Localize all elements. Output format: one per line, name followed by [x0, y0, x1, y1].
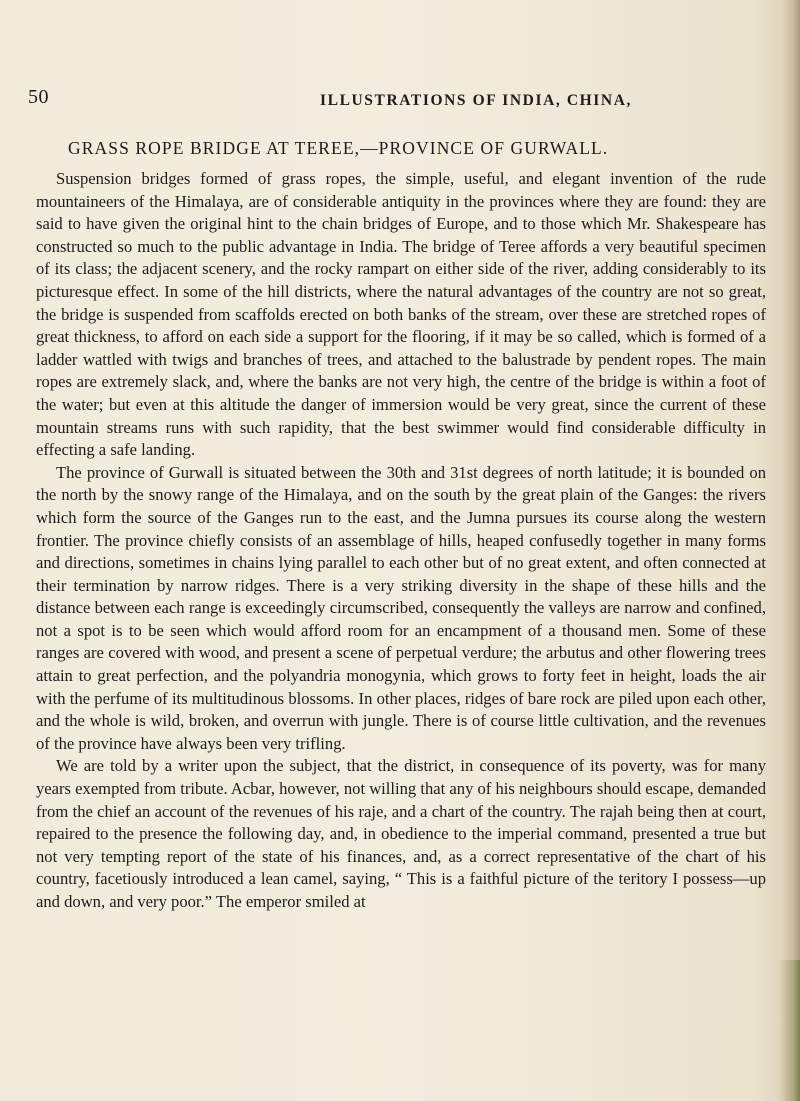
page-edge-shadow	[782, 0, 800, 1101]
section-title: GRASS ROPE BRIDGE AT TEREE,—PROVINCE OF GURWALL.	[68, 138, 609, 158]
paragraph-2: The province of Gurwall is situated between the 30th and 31st degrees of north latitude; it is bounded on the north by the snowy range of the Himalaya, and on the south by the great plain of the Ganges: the rivers which form the source of the Ganges run to the east, and the Jumna pursues its course along the western frontier. The province chiefly consists of an assemblage of hills, heaped confusedly together in many forms and directions, sometimes in chains lying parallel to each other but of no great extent, and often connected at their termination by narrow ridges. There is a very striking diversity in the shape of these hills and the distance between each range is exceedingly circumscribed, consequently the valleys are narrow and confined, not a spot is to be seen which would afford room for an encampment of a thousand men. Some of these ranges are covered with wood, and present a scene of perpetual verdure; the arbutus and other flowering trees attain to great perfection, and the polyandria monogynia, which grows to forty feet in height, loads the air with the perfume of its multitudinous blossoms. In other places, ridges of bare rock are piled upon each other, and the whole is wild, broken, and overrun with jungle. There is of course little cultivation, and the revenues of the province have always been very trifling.	[36, 462, 766, 753]
paragraph-1: Suspension bridges formed of grass ropes, the simple, useful, and elegant invention of the rude mountaineers of the Himalaya, are of considerable antiquity in the provinces where they are found: they are said to have given the original hint to the chain bridges of Europe, and to those which Mr. Shakespeare has constructed so much to the public advantage in India. The bridge of Teree affords a very beautiful specimen of its class; the adjacent scenery, and the rocky rampart on either side of the river, adding considerably to its picturesque effect. In some of the hill districts, where the natural advantages of the country are not so great, the bridge is suspended from scaffolds erected on both banks of the stream, over these are stretched ropes of great thickness, to afford on each side a support for the flooring, if it may be so called, which is formed of a ladder wattled with twigs and branches of trees, and attached to the balustrade by pendent ropes. The main ropes are extremely slack, and, where the banks are not very high, the centre of the bridge is within a foot of the water; but even at this altitude the danger of immersion would be very great, since the current of these mountain streams runs with such rapidity, that the best swimmer would find considerable difficulty in effecting a safe landing.	[36, 169, 766, 460]
body-text	[36, 168, 766, 914]
page-edge-stain	[778, 960, 800, 1101]
paragraph-3: We are told by a writer upon the subject, that the district, in consequence of its poverty, was for many years exempted from tribute. Acbar, however, not willing that any of his neighbours should escape, demanded from the chief an account of the revenues of his raje, and a chart of the country. The rajah being then at court, repaired to the presence the following day, and, in obedience to the imperial command, presented a true but not very tempting report of the state of his finances, and, as a correct representative of the chart of his country, facetiously introduced a lean camel, saying, “ This is a faithful picture of the teritory I possess—up and down, and very poor.” The emperor smiled at	[36, 756, 766, 911]
running-head: ILLUSTRATIONS OF INDIA, CHINA,	[320, 92, 632, 109]
page-number: 50	[28, 86, 49, 108]
